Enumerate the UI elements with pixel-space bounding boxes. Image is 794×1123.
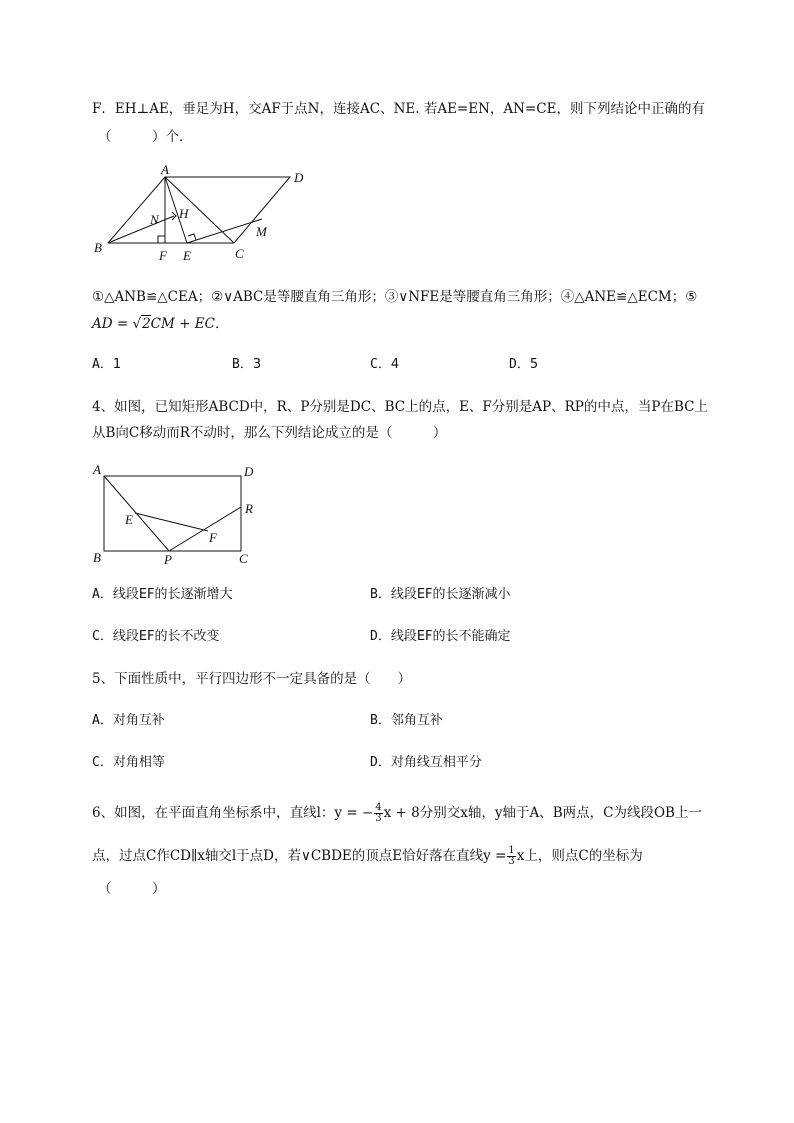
q3-option-d[interactable] — [509, 355, 538, 375]
q4-stem-line1: 4、如图，已知矩形ABCD中，R、P分别是DC、BC上的点，E、F分别是AP、RP的中点，当P在BC上 — [92, 399, 708, 415]
q3-label-E: E — [183, 248, 191, 263]
q5-option-c-text: 对角相等 — [112, 755, 165, 770]
q5-option-a-letter: A． — [92, 713, 113, 728]
q3-label-F: F — [159, 248, 167, 263]
q3-conclusions-sqrt: 2 — [142, 316, 151, 332]
q6-line2-a: 点，过点C作CD∥x轴交l于点D，若∨CBDE的顶点E恰好落在直线y = — [92, 848, 507, 864]
q4-label-E: E — [125, 512, 133, 527]
q6-line2-b: x上，则点C的坐标为 — [516, 848, 643, 864]
q5-stem: 5、下面性质中，平行四边形不一定具备的是（ ） — [92, 671, 412, 687]
q6-line1-b: x + 8分别交x轴，y轴于A、B两点，C为线段OB上一 — [383, 805, 702, 821]
q3-label-A: A — [161, 164, 169, 177]
q3-option-a-letter: A． — [92, 357, 113, 372]
q4-option-d[interactable] — [370, 627, 511, 647]
q3-conclusions-suffix: CM + EC． — [150, 316, 229, 332]
q3-stem-line1: F．EH⊥AE，垂足为H，交AF于点N，连接AC、NE. 若AE=EN，AN=CE，则下列结论中正确的有 — [92, 101, 705, 117]
q3-option-c-letter: C． — [370, 357, 391, 372]
q4-option-c-letter: C． — [92, 629, 113, 644]
q4-option-b[interactable] — [370, 585, 511, 605]
q5-option-b-text: 邻角互补 — [390, 713, 443, 728]
q5-option-a[interactable] — [92, 711, 165, 731]
q4-option-b-letter: B． — [370, 587, 391, 602]
q6-fraction-2 — [507, 846, 515, 867]
q3-label-N: N — [150, 212, 159, 227]
q3-conclusions-line1: ①△ANB≌△CEA；②∨ABC是等腰直角三角形；③∨NFE是等腰直角三角形；④△ANE≌△ECM；⑤ — [92, 289, 698, 305]
q4-figure-rectangle — [88, 460, 268, 570]
sqrt-sign-icon: √ — [132, 316, 142, 332]
q3-option-b[interactable] — [232, 355, 261, 375]
q3-label-M: M — [256, 224, 267, 239]
q3-conclusions-line2 — [92, 314, 228, 334]
q5-option-c[interactable] — [92, 753, 165, 773]
q6-stem-line1 — [92, 803, 702, 824]
q5-option-d-text: 对角线互相平分 — [390, 755, 482, 770]
q3-option-c[interactable] — [370, 355, 399, 375]
q4-option-d-letter: D． — [370, 629, 391, 644]
q3-option-c-text: 4 — [390, 357, 400, 372]
q3-figure-parallelogram — [90, 164, 330, 264]
q4-stem-line2: 从B向C移动而R不动时，那么下列结论成立的是（ ） — [92, 425, 447, 441]
q6-stem-line3: （ ） — [98, 881, 166, 897]
q6-line1-a: 6、如图，在平面直角坐标系中，直线l：y = − — [92, 805, 374, 821]
q4-option-c-text: 线段EF的长不改变 — [112, 629, 220, 644]
q3-option-b-text: 3 — [252, 357, 262, 372]
q5-option-d[interactable] — [370, 753, 482, 773]
q6-fraction-1-den: 3 — [375, 813, 382, 824]
q4-label-C: C — [239, 551, 248, 566]
q3-option-a-text: 1 — [112, 357, 122, 372]
q4-label-A: A — [93, 462, 101, 477]
q4-option-a[interactable] — [92, 585, 233, 605]
q4-option-c[interactable] — [92, 627, 220, 647]
q4-label-F: F — [209, 530, 217, 545]
q3-label-C: C — [235, 246, 244, 261]
q4-label-P: P — [164, 552, 172, 567]
q6-fraction-1 — [374, 803, 382, 824]
q4-option-d-text: 线段EF的长不能确定 — [390, 629, 511, 644]
q4-option-b-text: 线段EF的长逐渐减小 — [390, 587, 511, 602]
q5-option-c-letter: C． — [92, 755, 113, 770]
q4-option-a-letter: A． — [92, 587, 113, 602]
q3-stem-line2: （ ）个． — [98, 129, 193, 145]
q3-conclusions-prefix: AD = — [92, 316, 133, 332]
q3-label-B: B — [94, 240, 102, 255]
q4-option-a-text: 线段EF的长逐渐增大 — [112, 587, 233, 602]
q3-option-a[interactable] — [92, 355, 121, 375]
q3-label-H: H — [179, 206, 189, 221]
q3-option-b-letter: B． — [232, 357, 253, 372]
q5-option-b-letter: B． — [370, 713, 391, 728]
q6-fraction-2-num: 1 — [508, 845, 515, 856]
q4-label-R: R — [245, 501, 253, 516]
q3-option-d-letter: D． — [509, 357, 530, 372]
q3-option-d-text: 5 — [529, 357, 539, 372]
q6-stem-line2 — [92, 846, 643, 867]
q5-option-b[interactable] — [370, 711, 443, 731]
q4-label-B: B — [93, 550, 101, 565]
q6-fraction-2-den: 3 — [508, 856, 515, 867]
q3-label-D: D — [294, 170, 304, 185]
q6-fraction-1-num: 4 — [375, 802, 382, 813]
q4-label-D: D — [244, 464, 254, 479]
q5-option-a-text: 对角互补 — [112, 713, 165, 728]
q5-option-d-letter: D． — [370, 755, 391, 770]
